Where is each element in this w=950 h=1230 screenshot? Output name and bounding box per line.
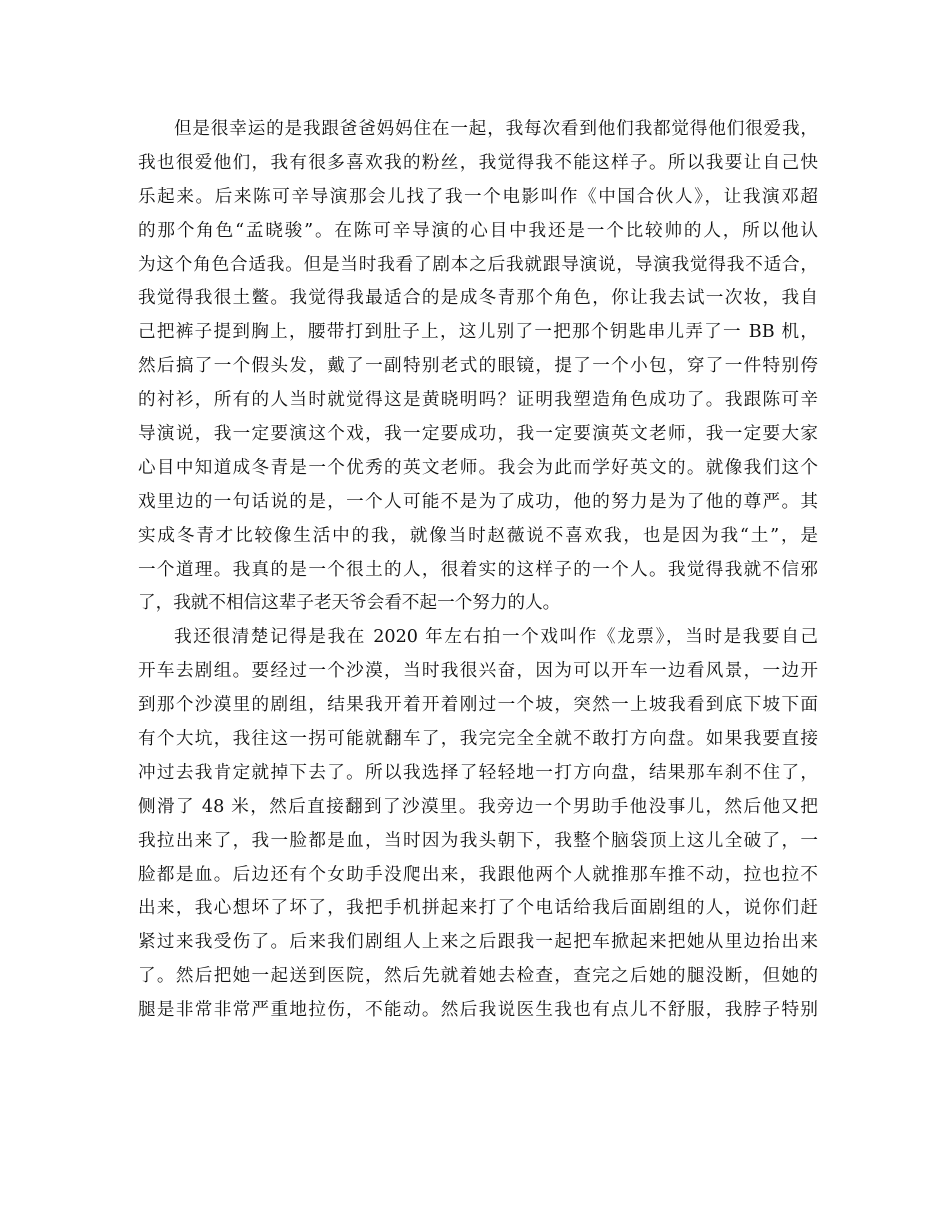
paragraph-2 [138,621,818,1028]
text-line: 一个道理。我真的是一个很土的人，很着实的这样子的一个人。我觉得我就不信邪 [138,559,818,580]
text-line: 的那个角色“孟晓骏”。在陈可辛导演的心目中我还是一个比较帅的人，所以他认 [138,220,818,241]
text-line: 我觉得我很土鳖。我觉得我最适合的是成冬青那个角色，你让我去试一次妆，我自 [138,288,818,309]
text-line: 侧滑了 48 米，然后直接翻到了沙漠里。我旁边一个男助手他没事儿，然后他又把 [138,796,818,817]
text-line: 己把裤子提到胸上，腰带打到肚子上，这儿别了一把那个钥匙串儿弄了一 BB 机， [138,322,818,343]
text-line: 我也很爱他们，我有很多喜欢我的粉丝，我觉得我不能这样子。所以我要让自己快 [138,152,818,173]
text-line: 了，我就不相信这辈子老天爷会看不起一个努力的人。 [138,593,561,614]
text-line: 到那个沙漠里的剧组，结果我开着开着刚过一个坡，突然一上坡我看到底下坡下面 [138,695,818,716]
text-line: 戏里边的一句话说的是，一个人可能不是为了成功，他的努力是为了他的尊严。其 [138,491,818,512]
text-line: 心目中知道成冬青是一个优秀的英文老师。我会为此而学好英文的。就像我们这个 [138,457,818,478]
text-line: 的衬衫，所有的人当时就觉得这是黄晓明吗？证明我塑造角色成功了。我跟陈可辛 [138,390,818,411]
paragraph-1 [138,113,818,621]
text-line: 我拉出来了，我一脸都是血，当时因为我头朝下，我整个脑袋顶上这儿全破了，一 [138,830,818,851]
text-line: 腿是非常非常严重地拉伤，不能动。然后我说医生我也有点儿不舒服，我脖子特别 [138,1000,818,1021]
text-line: 我还很清楚记得是我在 2020 年左右拍一个戏叫作《龙票》，当时是我要自己 [174,627,818,648]
text-line: 为这个角色合适我。但是当时我看了剧本之后我就跟导演说，导演我觉得我不适合， [138,254,818,275]
text-line: 乐起来。后来陈可辛导演那会儿找了我一个电影叫作《中国合伙人》，让我演邓超 [138,186,818,207]
text-line: 了。然后把她一起送到医院，然后先就着她去检查，查完之后她的腿没断，但她的 [138,966,818,987]
text-line: 有个大坑，我往这一拐可能就翻车了，我完完全全就不敢打方向盘。如果我要直接 [138,729,818,750]
text-line: 开车去剧组。要经过一个沙漠，当时我很兴奋，因为可以开车一边看风景，一边开 [138,661,818,682]
document-body [138,113,818,1028]
text-line: 然后搞了一个假头发，戴了一副特别老式的眼镜，提了一个小包，穿了一件特别侉 [138,356,818,377]
text-line: 冲过去我肯定就掉下去了。所以我选择了轻轻地一打方向盘，结果那车刹不住了， [138,762,818,783]
text-line: 紧过来我受伤了。后来我们剧组人上来之后跟我一起把车掀起来把她从里边抬出来 [138,932,818,953]
text-line: 实成冬青才比较像生活中的我，就像当时赵薇说不喜欢我，也是因为我“土”，是 [138,525,818,546]
text-line: 出来，我心想坏了坏了，我把手机拼起来打了个电话给我后面剧组的人，说你们赶 [138,898,818,919]
text-line: 但是很幸运的是我跟爸爸妈妈住在一起，我每次看到他们我都觉得他们很爱我， [174,119,818,139]
text-line: 导演说，我一定要演这个戏，我一定要成功，我一定要演英文老师，我一定要大家 [138,424,818,445]
text-line: 脸都是血。后边还有个女助手没爬出来，我跟他两个人就推那车推不动，拉也拉不 [138,864,818,885]
